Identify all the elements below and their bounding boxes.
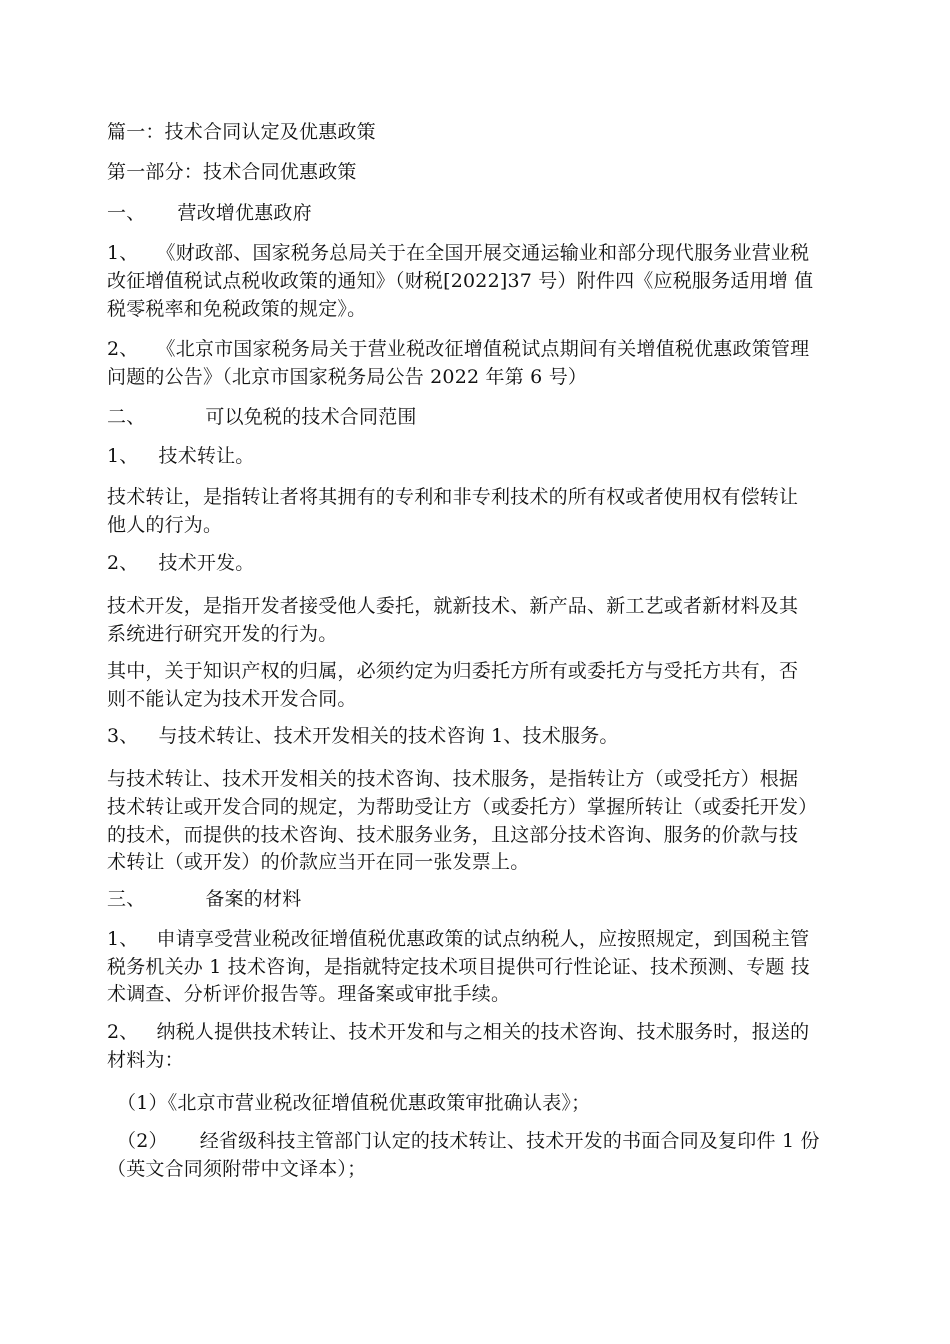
item2-line-1: [107, 335, 867, 363]
s2-item1-desc-text-2: 他人的行为。: [107, 514, 223, 536]
s2-item3-desc-text-1: 与技术转让、技术开发相关的技术咨询、技术服务，是指转让方（或受托方）根据: [107, 768, 799, 790]
s2-item1-number: 1、: [107, 445, 139, 467]
section2-title: 可以免税的技术合同范围: [205, 406, 417, 428]
s2-item3-desc-line-4: [107, 848, 867, 876]
s3-item1-text-1: 申请享受营业税改征增值税优惠政策的试点纳税人，应按照规定，到国税主管: [156, 928, 810, 950]
s2-item1-desc-line-2: [107, 511, 867, 539]
section3-number: 三、: [107, 888, 146, 910]
s3-sub1: [117, 1089, 877, 1117]
section2-number: 二、: [107, 406, 146, 428]
document-title: [107, 118, 867, 146]
s2-item1-title: 技术转让。: [158, 445, 255, 467]
s3-item1-number: 1、: [107, 928, 139, 950]
item2-text-2: 问题的公告》（北京市国家税务局公告 2022 年第 6 号）: [107, 366, 588, 388]
s2-item2-desc-text-1: 技术开发，是指开发者接受他人委托，就新技术、新产品、新工艺或者新材料及其: [107, 595, 799, 617]
s2-item3-desc-line-2: [107, 793, 867, 821]
item1-line-1: [107, 239, 867, 267]
s2-item3-heading: [107, 722, 867, 750]
s3-item2-number: 2、: [107, 1021, 139, 1043]
s3-sub2-line-1: [117, 1127, 877, 1155]
s3-sub1-number: （1）: [117, 1092, 168, 1114]
section1-title: 营改增优惠政府: [177, 202, 312, 224]
s2-item3-desc-text-3: 的技术，而提供的技术咨询、技术服务业务，且这部分技术咨询、服务的价款与技: [107, 824, 799, 846]
section3-title: 备案的材料: [205, 888, 302, 910]
s3-sub2-text-2: （英文合同须附带中文译本）；: [107, 1158, 367, 1180]
item1-line-3: [107, 295, 867, 323]
item1-line-2: [107, 267, 867, 295]
s2-item2-desc-text-2: 系统进行研究开发的行为。: [107, 623, 338, 645]
item1-number: 1、: [107, 242, 139, 264]
s2-item1-desc-text-1: 技术转让，是指转让者将其拥有的专利和非专利技术的所有权或者使用权有偿转让: [107, 486, 799, 508]
s2-item2-desc-line-2: [107, 620, 867, 648]
s3-item1-line-1: [107, 925, 867, 953]
s2-item2-note-text-1: 其中，关于知识产权的归属，必须约定为归委托方所有或委托方与受托方共有，否: [107, 660, 799, 682]
s3-item1-text-2: 税务机关办 1 技术咨询，是指就特定技术项目提供可行性论证、技术预测、专题 技: [107, 956, 811, 978]
item2-line-2: [107, 363, 867, 391]
part1-heading: [107, 158, 867, 186]
item1-text-1: 《财政部、国家税务总局关于在全国开展交通运输业和部分现代服务业营业税: [156, 242, 810, 264]
s3-item1-line-2: [107, 953, 867, 981]
section2-heading: [107, 403, 867, 431]
s3-sub1-text: 《北京市营业税改征增值税优惠政策审批确认表》；: [167, 1092, 591, 1114]
s2-item2-title: 技术开发。: [158, 552, 255, 574]
item2-number: 2、: [107, 338, 139, 360]
item1-text-3: 税零税率和免税政策的规定》。: [107, 298, 367, 320]
section1-heading: [107, 199, 867, 227]
s3-item2-text-2: 材料为：: [107, 1049, 184, 1071]
part1-heading-text: 第一部分：技术合同优惠政策: [107, 161, 357, 183]
item2-text-1: 《北京市国家税务局关于营业税改征增值税试点期间有关增值税优惠政策管理: [156, 338, 810, 360]
s3-item2-text-1: 纳税人提供技术转让、技术开发和与之相关的技术咨询、技术服务时，报送的: [156, 1021, 810, 1043]
s2-item1-desc-line-1: [107, 483, 867, 511]
s2-item3-desc-line-1: [107, 765, 867, 793]
s2-item3-title: 与技术转让、技术开发相关的技术咨询 1、技术服务。: [158, 725, 619, 747]
s2-item2-desc-line-1: [107, 592, 867, 620]
item1-text-2: 改征增值税试点税收政策的通知》（财税[2022]37 号）附件四《应税服务适用增 值: [107, 270, 814, 292]
s3-sub2-line-2: [107, 1155, 867, 1183]
s3-item2-line-2: [107, 1046, 867, 1074]
document-title-text: 篇一：技术合同认定及优惠政策: [107, 121, 376, 143]
s2-item3-desc-line-3: [107, 821, 867, 849]
s2-item3-desc-text-2: 技术转让或开发合同的规定，为帮助受让方（或委托方）掌握所转让（或委托开发）: [107, 796, 818, 818]
s2-item3-desc-text-4: 术转让（或开发）的价款应当开在同一张发票上。: [107, 851, 530, 873]
s3-sub2-text-1: 经省级科技主管部门认定的技术转让、技术开发的书面合同及复印件 1 份: [199, 1130, 820, 1152]
section3-heading: [107, 885, 867, 913]
s3-item2-line-1: [107, 1018, 867, 1046]
s2-item2-number: 2、: [107, 552, 139, 574]
section1-number: 一、: [107, 202, 146, 224]
s2-item2-note-line-1: [107, 657, 867, 685]
s3-sub2-number: （2）: [117, 1130, 168, 1152]
s2-item3-number: 3、: [107, 725, 139, 747]
s3-item1-line-3: [107, 980, 867, 1008]
s2-item2-note-line-2: [107, 685, 867, 713]
s2-item2-note-text-2: 则不能认定为技术开发合同。: [107, 688, 357, 710]
s3-item1-text-3: 术调查、分析评价报告等。理备案或审批手续。: [107, 983, 511, 1005]
s2-item1-heading: [107, 442, 867, 470]
s2-item2-heading: [107, 549, 867, 577]
